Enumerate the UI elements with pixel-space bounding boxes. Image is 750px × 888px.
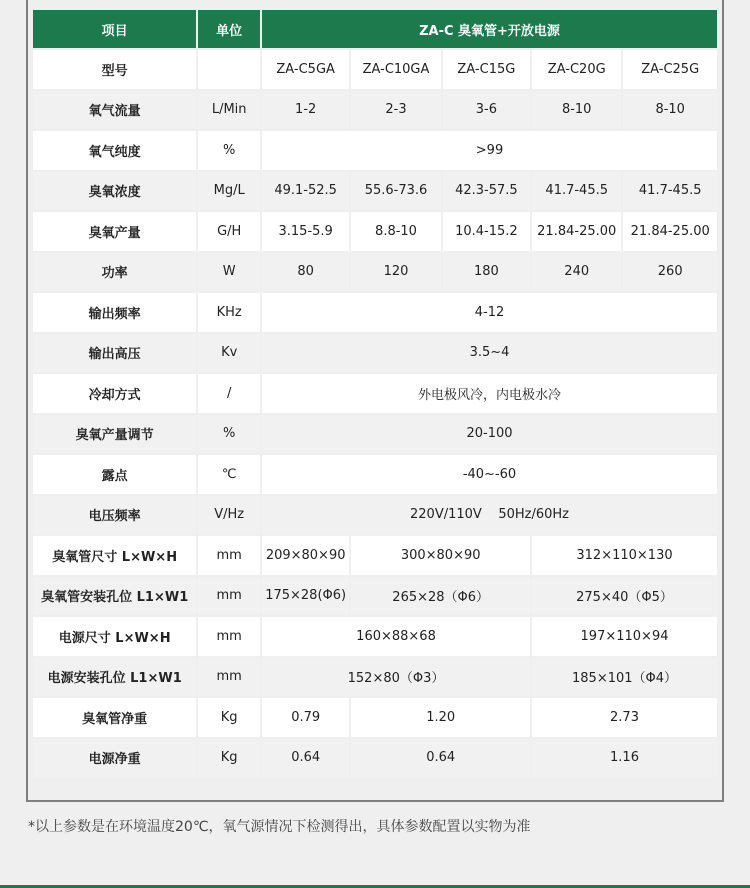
cell: 4-12 <box>262 293 717 332</box>
row-unit: Mg/L <box>198 172 260 211</box>
cell: 2-3 <box>351 91 440 130</box>
table-row <box>33 455 717 494</box>
cell: 8.8-10 <box>351 212 440 251</box>
table-row <box>33 374 717 413</box>
row-label: 功率 <box>33 253 196 292</box>
row-unit: mm <box>198 536 260 575</box>
row-unit: V/Hz <box>198 496 260 535</box>
row-label: 臭氧浓度 <box>33 172 196 211</box>
cell: 20-100 <box>262 415 717 454</box>
row-label: 臭氧管净重 <box>33 698 196 737</box>
table-row <box>33 739 717 778</box>
table-row <box>33 698 717 737</box>
cell: 120 <box>351 253 440 292</box>
row-unit: mm <box>198 577 260 616</box>
row-label: 电源净重 <box>33 739 196 778</box>
cell: ZA-C5GA <box>262 50 349 89</box>
row-unit: mm <box>198 617 260 656</box>
cell: 152×80（Φ3） <box>262 658 530 697</box>
table-row <box>33 334 717 373</box>
cell: 300×80×90 <box>351 536 530 575</box>
row-label: 臭氧管尺寸 L×W×H <box>33 536 196 575</box>
row-label: 氧气流量 <box>33 91 196 130</box>
cell: 175×28(Φ6) <box>262 577 349 616</box>
table-row <box>33 536 717 575</box>
row-label: 电压频率 <box>33 496 196 535</box>
row-label: 氧气纯度 <box>33 131 196 170</box>
cell: 1.16 <box>532 739 717 778</box>
cell: 1-2 <box>262 91 349 130</box>
table-row <box>33 253 717 292</box>
cell: ZA-C20G <box>532 50 621 89</box>
cell: ZA-C25G <box>623 50 717 89</box>
header-item: 项目 <box>33 10 196 48</box>
cell: 209×80×90 <box>262 536 349 575</box>
cell: 260 <box>623 253 717 292</box>
table-row <box>33 496 717 535</box>
cell: 275×40（Φ5） <box>532 577 717 616</box>
cell: 312×110×130 <box>532 536 717 575</box>
cell: 外电极风冷，内电极水冷 <box>262 374 717 413</box>
cell: 265×28（Φ6） <box>351 577 530 616</box>
table-row <box>33 212 717 251</box>
table-row <box>33 415 717 454</box>
table-row <box>33 293 717 332</box>
row-label: 臭氧产量 <box>33 212 196 251</box>
cell: 0.64 <box>262 739 349 778</box>
header-product: ZA-C 臭氧管+开放电源 <box>262 10 717 48</box>
row-unit: KHz <box>198 293 260 332</box>
cell: 42.3-57.5 <box>443 172 530 211</box>
row-unit: Kv <box>198 334 260 373</box>
cell: 0.79 <box>262 698 349 737</box>
cell: 2.73 <box>532 698 717 737</box>
row-unit: L/Min <box>198 91 260 130</box>
row-unit: % <box>198 415 260 454</box>
cell: 185×101（Φ4） <box>532 658 717 697</box>
cell: ZA-C10GA <box>351 50 440 89</box>
table-header-row <box>33 10 717 48</box>
table-row <box>33 658 717 697</box>
row-label: 冷却方式 <box>33 374 196 413</box>
cell: 41.7-45.5 <box>532 172 621 211</box>
cell: 55.6-73.6 <box>351 172 440 211</box>
row-label: 露点 <box>33 455 196 494</box>
cell: 21.84-25.00 <box>623 212 717 251</box>
row-unit: Kg <box>198 739 260 778</box>
row-label: 输出频率 <box>33 293 196 332</box>
cell: 41.7-45.5 <box>623 172 717 211</box>
table-row <box>33 91 717 130</box>
cell: 220V/110V 50Hz/60Hz <box>262 496 717 535</box>
header-unit: 单位 <box>198 10 260 48</box>
cell: 160×88×68 <box>262 617 530 656</box>
row-unit <box>198 50 260 89</box>
row-unit: W <box>198 253 260 292</box>
table-row <box>33 50 717 89</box>
cell: 0.64 <box>351 739 530 778</box>
row-unit: mm <box>198 658 260 697</box>
row-unit: G/H <box>198 212 260 251</box>
cell: ZA-C15G <box>443 50 530 89</box>
cell: 8-10 <box>532 91 621 130</box>
row-label: 臭氧产量调节 <box>33 415 196 454</box>
row-unit: Kg <box>198 698 260 737</box>
cell: -40~-60 <box>262 455 717 494</box>
cell: 197×110×94 <box>532 617 717 656</box>
cell: 8-10 <box>623 91 717 130</box>
cell: 3.15-5.9 <box>262 212 349 251</box>
cell: 80 <box>262 253 349 292</box>
table-row <box>33 617 717 656</box>
cell: 240 <box>532 253 621 292</box>
spec-table <box>31 8 719 779</box>
cell: >99 <box>262 131 717 170</box>
cell: 3-6 <box>443 91 530 130</box>
row-label: 电源尺寸 L×W×H <box>33 617 196 656</box>
cell: 3.5~4 <box>262 334 717 373</box>
table-row <box>33 577 717 616</box>
row-label: 电源安装孔位 L1×W1 <box>33 658 196 697</box>
cell: 10.4-15.2 <box>443 212 530 251</box>
row-unit: / <box>198 374 260 413</box>
table-row <box>33 172 717 211</box>
row-unit: % <box>198 131 260 170</box>
row-label: 臭氧管安装孔位 L1×W1 <box>33 577 196 616</box>
cell: 180 <box>443 253 530 292</box>
row-label: 型号 <box>33 50 196 89</box>
row-label: 输出高压 <box>33 334 196 373</box>
cell: 49.1-52.5 <box>262 172 349 211</box>
cell: 1.20 <box>351 698 530 737</box>
table-row <box>33 131 717 170</box>
cell: 21.84-25.00 <box>532 212 621 251</box>
row-unit: ℃ <box>198 455 260 494</box>
footnote: *以上参数是在环境温度20℃，氧气源情况下检测得出，具体参数配置以实物为准 <box>28 819 531 835</box>
